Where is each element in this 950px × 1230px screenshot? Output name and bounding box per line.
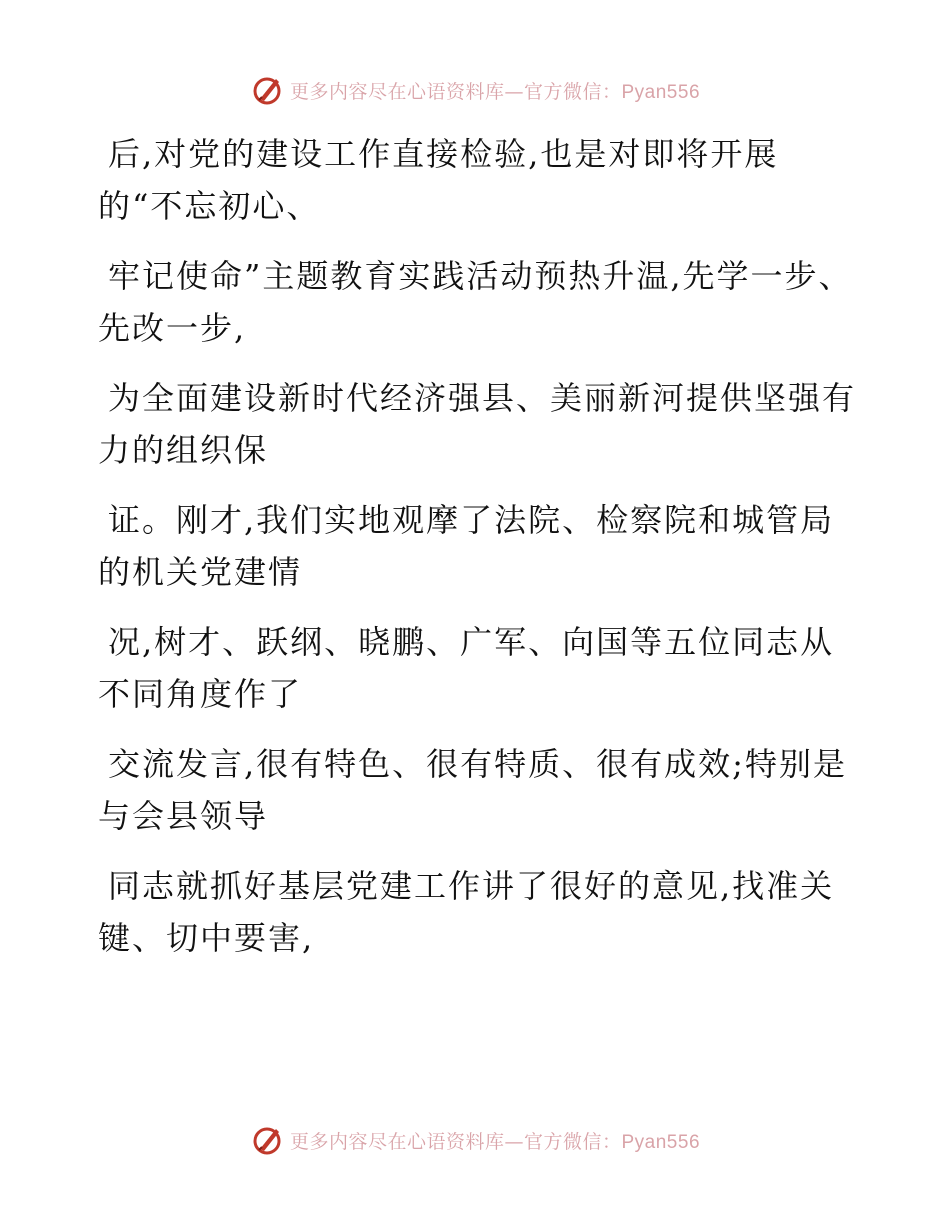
paragraph-1: 后,对党的建设工作直接检验,也是对即将开展的“不忘初心、 — [98, 135, 779, 225]
footer-site-text: 更多内容尽在心语资料库—官方微信： — [289, 1130, 622, 1153]
footer-watermark-text — [290, 1127, 700, 1154]
quill-pen-logo-icon — [250, 1123, 284, 1157]
header-watermark-text — [290, 77, 700, 104]
document-body — [98, 128, 858, 982]
header-wechat-id: Pyan556 — [621, 81, 701, 103]
paragraph-3: 为全面建设新时代经济强县、美丽新河提供坚强有力的组织保 — [98, 379, 857, 469]
paragraph-4: 证。刚才,我们实地观摩了法院、检察院和城管局的机关党建情 — [98, 501, 835, 591]
header-site-text: 更多内容尽在心语资料库—官方微信： — [289, 80, 622, 103]
footer-wechat-id: Pyan556 — [621, 1131, 701, 1153]
paragraph-2: 牢记使命”主题教育实践活动预热升温,先学一步、先改一步, — [98, 257, 853, 347]
header-watermark — [0, 70, 950, 110]
footer-watermark — [0, 1120, 950, 1160]
paragraph-5: 况,树才、跃纲、晓鹏、广军、向国等五位同志从不同角度作了 — [98, 623, 835, 713]
paragraph-7: 同志就抓好基层党建工作讲了很好的意见,找准关键、切中要害, — [98, 867, 835, 957]
paragraph-6: 交流发言,很有特色、很有特质、很有成效;特别是与会县领导 — [98, 745, 847, 835]
quill-pen-logo-icon — [250, 73, 284, 107]
